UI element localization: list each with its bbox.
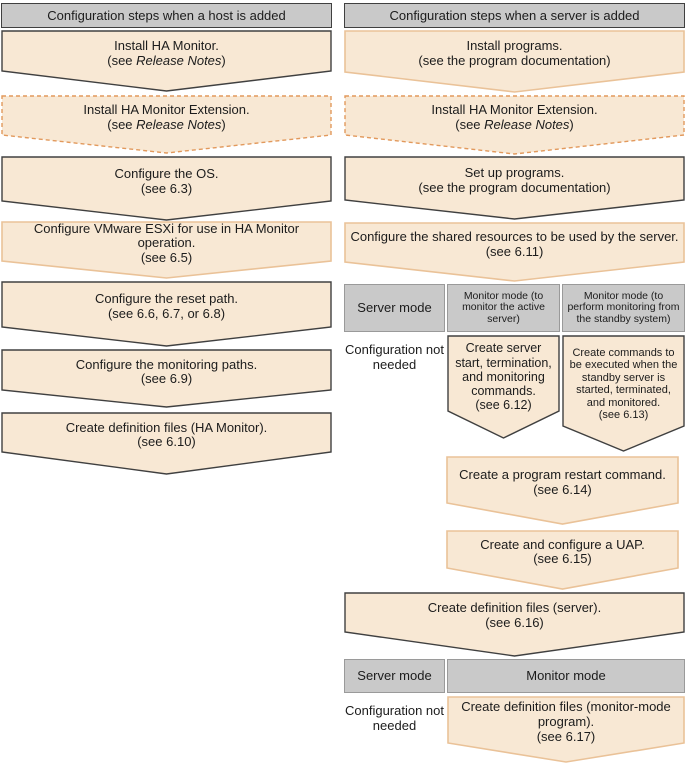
host-column-header-label: Configuration steps when a host is added — [47, 8, 286, 23]
step-ref: (see 6.16) — [485, 614, 544, 630]
step-ref: (see 6.12) — [475, 397, 532, 412]
step-set-up-programs — [344, 156, 685, 220]
step-text — [446, 530, 679, 590]
step-install-ha-monitor — [1, 30, 332, 92]
step-ref: (see 6.6, 6.7, or 6.8) — [107, 306, 226, 321]
mode-table2-header-row — [344, 659, 685, 693]
step-configure-reset-path — [1, 281, 332, 347]
step-text — [1, 221, 332, 279]
step-ref: (see Release Notes) — [107, 52, 226, 68]
step-text — [1, 281, 332, 347]
step-ref: (see 6.5) — [140, 250, 193, 266]
mode-table-header-row — [344, 284, 685, 332]
mode-table2-header-monitor-mode — [447, 659, 685, 693]
step-text — [344, 592, 685, 657]
step-configure-monitoring-paths — [1, 349, 332, 408]
step-text — [446, 456, 679, 525]
server-column — [344, 3, 685, 763]
step-text — [1, 412, 332, 475]
step-install-ha-monitor-extension — [1, 95, 332, 154]
step-title: Create a program restart command. — [459, 467, 666, 483]
server-column-header — [344, 3, 685, 28]
server-column-header-label: Configuration steps when a server is added — [389, 8, 640, 23]
host-column — [1, 3, 332, 475]
step-ref: (see the program documentation) — [418, 180, 611, 195]
config-not-needed-label2: Configuration not needed — [344, 703, 444, 733]
step-text — [1, 95, 332, 154]
step-title: Configure the monitoring paths. — [75, 356, 258, 372]
step-text — [1, 349, 332, 408]
cell-label: Server mode — [357, 667, 432, 683]
cell-label: Monitor mode — [526, 667, 606, 683]
step-install-programs — [344, 30, 685, 93]
mode-table-header-monitor-active — [447, 284, 560, 332]
step-configure-os — [1, 156, 332, 221]
step-title: Create definition files (HA Monitor). — [65, 419, 268, 435]
mode-table-header-server-mode — [344, 284, 445, 332]
step-text — [344, 156, 685, 220]
step-title: Create server start, termination, and monitoring commands. — [455, 341, 552, 398]
step-ref: (see 6.10) — [137, 434, 196, 450]
step-ref: (see 6.9) — [140, 371, 193, 387]
cell-label: Monitor mode (to perform monitoring from the standby system) — [567, 289, 680, 325]
step-create-definition-files-ha-monitor — [1, 412, 332, 475]
step-ref: (see 6.3) — [140, 180, 193, 196]
step-title: Create and configure a UAP. — [480, 536, 645, 552]
step-title: Set up programs. — [464, 165, 565, 181]
step-configure-vmware-esxi — [1, 221, 332, 279]
step-title: Configure the OS. — [114, 165, 219, 181]
step-title: Create commands to be executed when the standby server is started, terminated, and monitored. — [569, 346, 678, 409]
step-text — [344, 95, 685, 155]
step-install-ha-monitor-extension-server — [344, 95, 685, 155]
step-text — [344, 222, 685, 282]
mode-table-header-monitor-standby — [562, 284, 685, 332]
step-ref: (see 6.15) — [533, 551, 592, 567]
config-not-needed-label: Configuration not needed — [344, 342, 444, 372]
host-column-header — [1, 3, 332, 28]
step-text — [562, 335, 685, 452]
step-create-definition-files-monitor-mode — [447, 696, 685, 763]
step-title: Install HA Monitor Extension. — [83, 102, 250, 118]
step-title: Configure the shared resources to be used by the server. — [350, 229, 679, 245]
step-create-standby-commands — [562, 335, 685, 452]
step-title: Install programs. — [466, 38, 563, 54]
step-title: Install HA Monitor. — [114, 37, 219, 53]
mode-table-body-row — [344, 335, 685, 452]
mode-table2-header-server-mode — [344, 659, 445, 693]
step-ref: (see 6.14) — [533, 481, 592, 497]
step-configure-shared-resources — [344, 222, 685, 282]
step-ref: (see Release Notes) — [107, 116, 226, 132]
cell-label: Monitor mode (to monitor the active server) — [462, 289, 545, 325]
step-text — [447, 696, 685, 763]
step-create-configure-uap — [446, 530, 679, 590]
step-create-program-restart-command — [446, 456, 679, 525]
step-title: Create definition files (server). — [427, 599, 602, 615]
step-title: Create definition files (monitor-mode program). — [461, 699, 671, 730]
step-ref: (see 6.13) — [598, 408, 649, 421]
step-text — [1, 30, 332, 92]
step-text — [1, 156, 332, 221]
step-title: Configure VMware ESXi for use in HA Monitor operation. — [33, 220, 300, 251]
step-ref: (see the program documentation) — [418, 53, 611, 69]
cell-label: Server mode — [357, 299, 432, 315]
step-text — [447, 335, 560, 439]
step-title: Configure the reset path. — [94, 291, 239, 307]
step-title: Install HA Monitor Extension. — [431, 102, 598, 118]
step-ref: (see 6.11) — [485, 244, 544, 259]
step-text — [344, 30, 685, 93]
step-create-server-commands — [447, 335, 560, 439]
step-create-definition-files-server — [344, 592, 685, 657]
step-ref: (see Release Notes) — [455, 117, 574, 132]
mode-table2-body-row — [344, 696, 685, 763]
step-ref: (see 6.17) — [536, 728, 596, 744]
